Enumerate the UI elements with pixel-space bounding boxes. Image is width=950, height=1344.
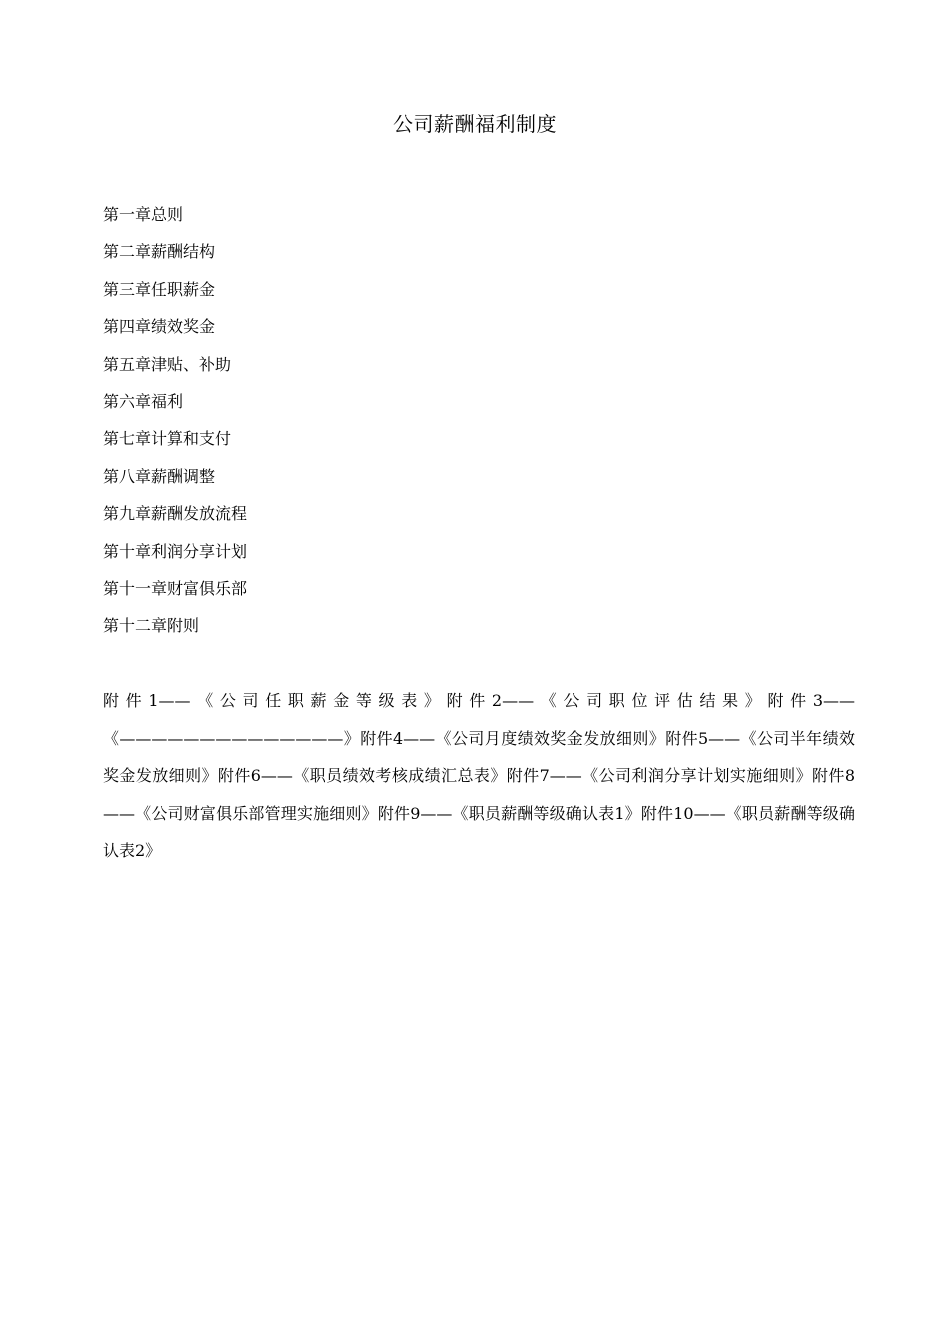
chapter-item: 第七章计算和支付 xyxy=(103,429,232,449)
chapter-list xyxy=(103,199,863,648)
chapter-item: 第一章总则 xyxy=(103,205,184,224)
chapter-item: 第十一章财富俱乐部 xyxy=(103,578,248,598)
chapter-item: 第六章福利 xyxy=(103,391,184,411)
chapter-item: 第十二章附则 xyxy=(103,616,200,636)
chapter-item: 第九章薪酬发放流程 xyxy=(103,504,248,524)
chapter-item: 第二章薪酬结构 xyxy=(103,242,216,262)
chapter-item: 第八章薪酬调整 xyxy=(103,466,216,486)
chapter-item: 第三章任职薪金 xyxy=(103,279,216,299)
attachments-paragraph: 附件1——《公司任职薪金等级表》附件2——《公司职位评估结果》附件3——《——————————————》附件4——《公司月度绩效奖金发放细则》附件5——《公司半年绩效奖金发放细则》附件6——《职员绩效考核成绩汇总表》附件7——《公司利润分享计划实施细则》附件8——《公司财富俱乐部管理实施细则》附件9——《职员薪酬等级确认表1》附件10——《职员薪酬等级确认表2》 xyxy=(103,691,855,860)
chapter-item: 第四章绩效奖金 xyxy=(103,317,216,337)
chapter-item: 第五章津贴、补助 xyxy=(103,354,232,374)
chapter-item: 第十章利润分享计划 xyxy=(103,541,248,561)
document-title: 公司薪酬福利制度 xyxy=(393,112,557,136)
